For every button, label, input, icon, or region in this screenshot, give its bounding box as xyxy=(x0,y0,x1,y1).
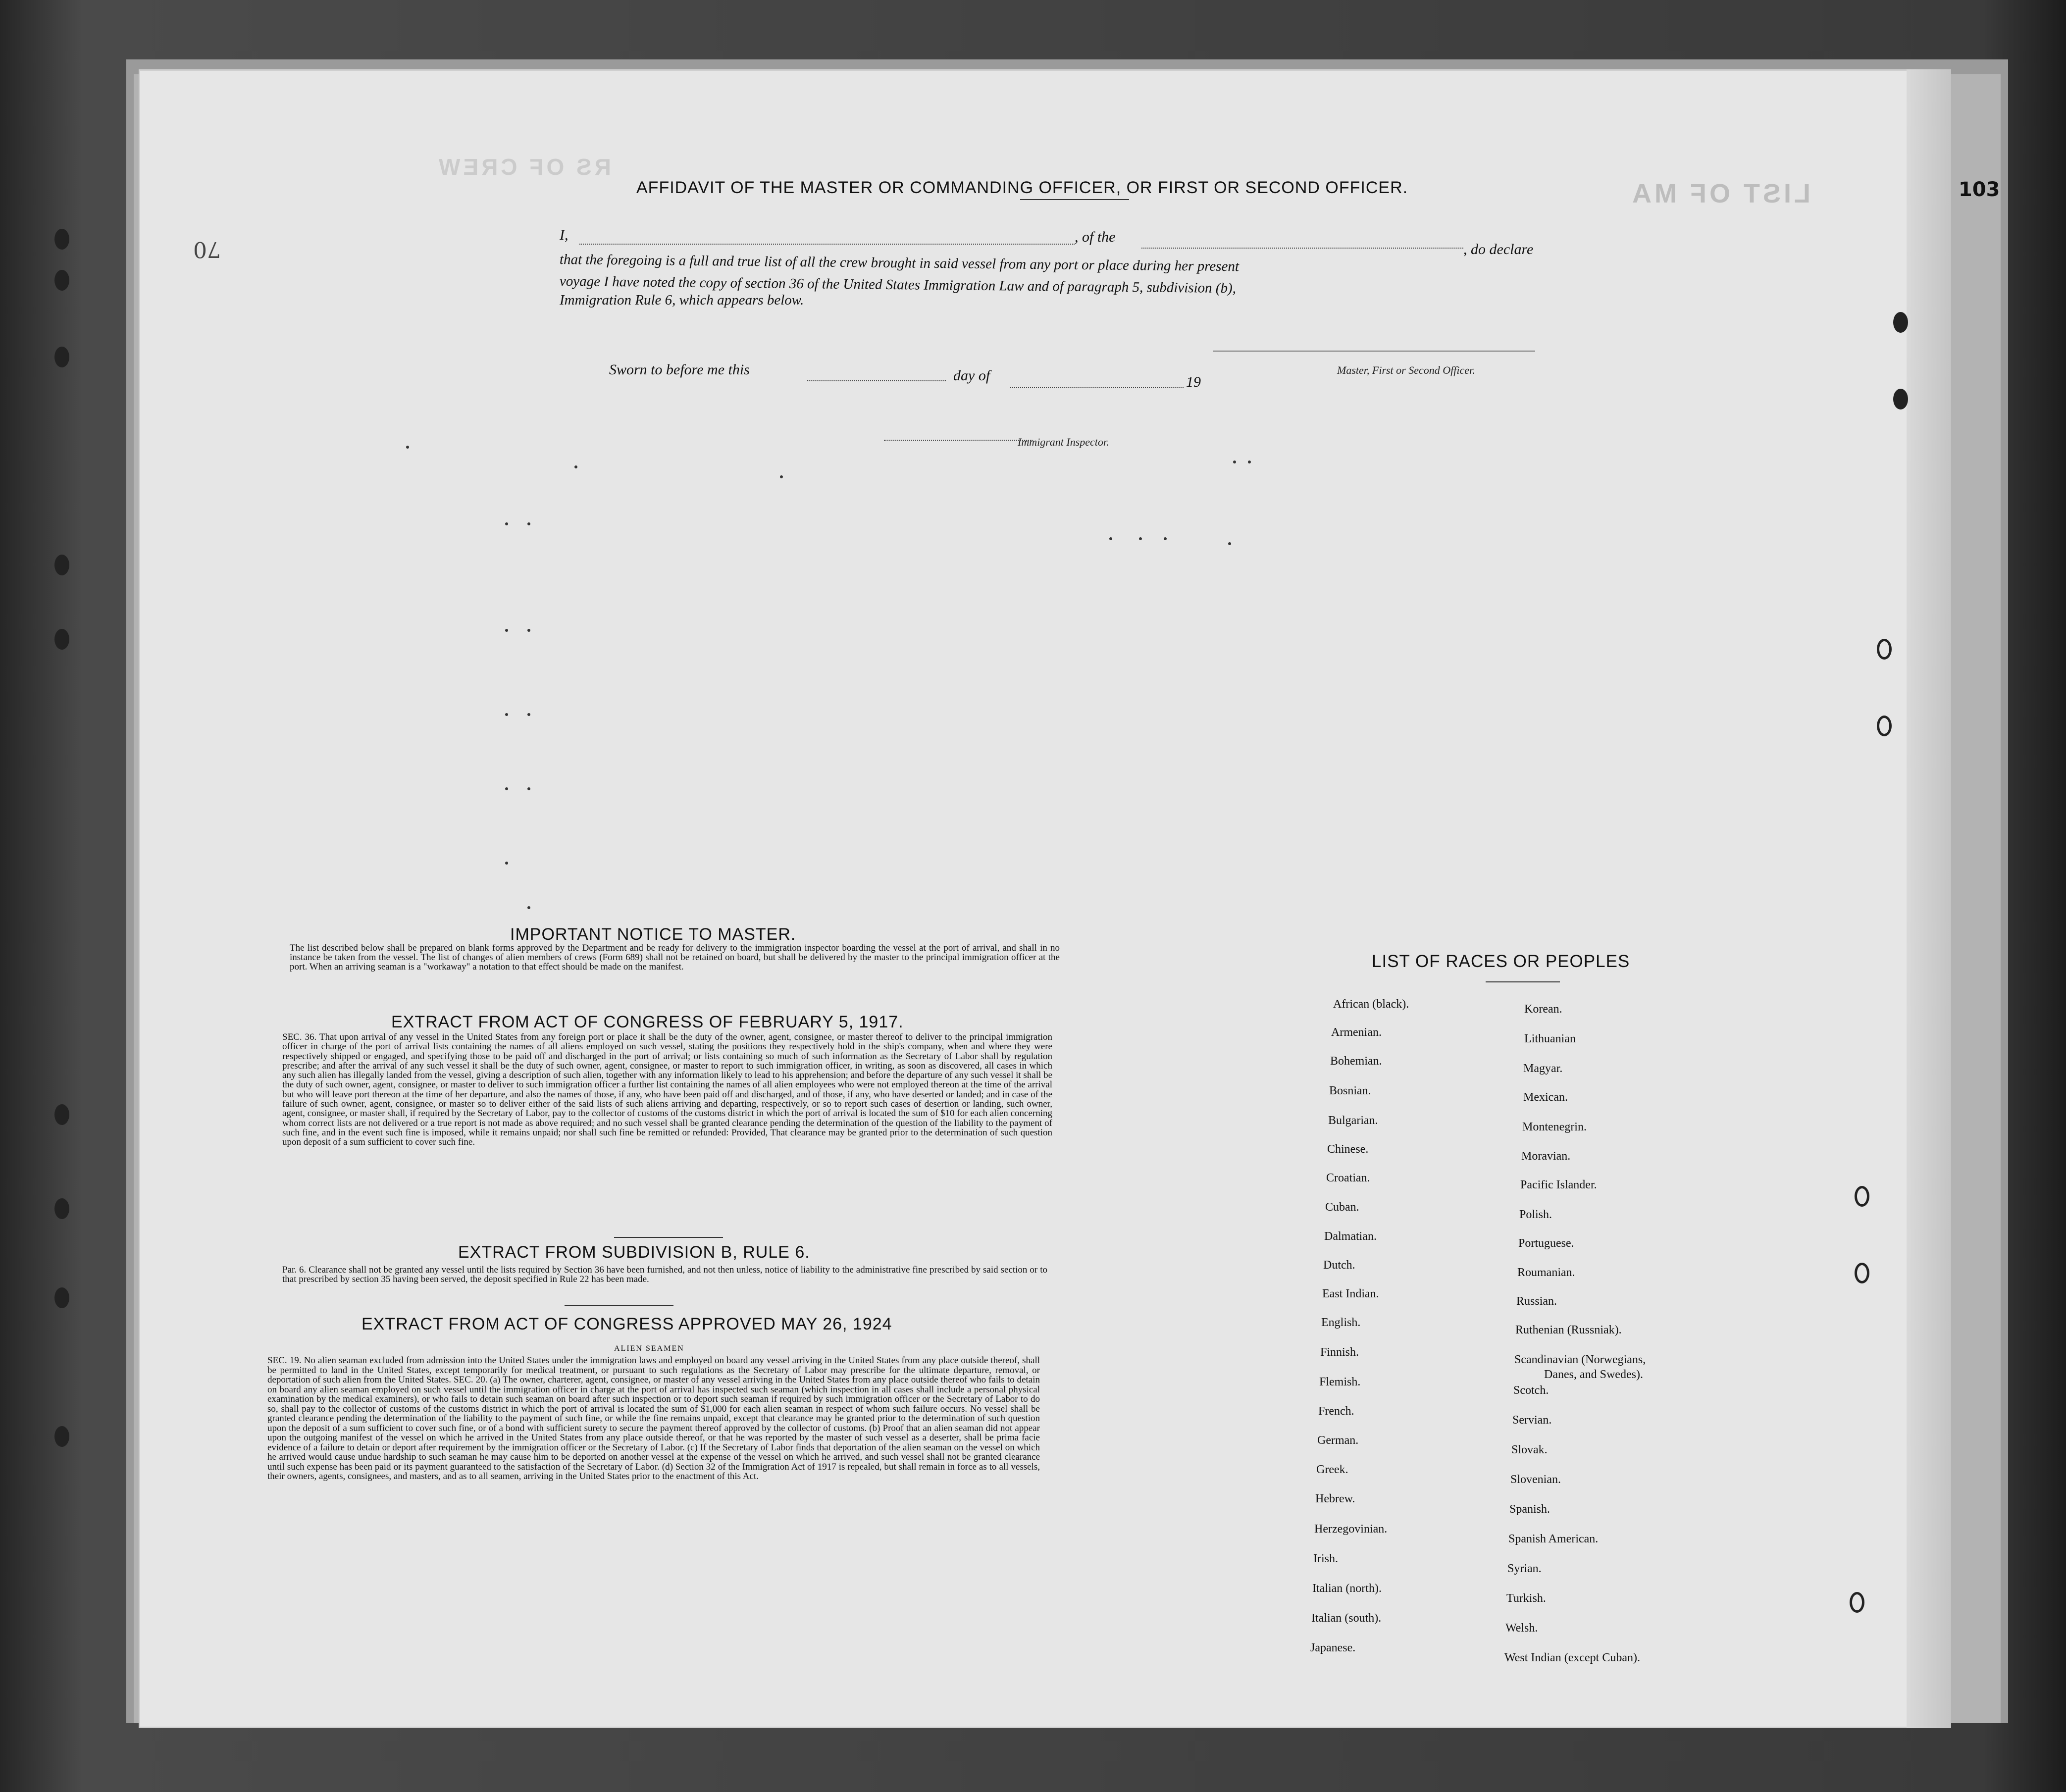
race-item: Polish. xyxy=(1519,1208,1552,1221)
race-item: English. xyxy=(1321,1316,1361,1329)
race-item: Magyar. xyxy=(1523,1062,1563,1075)
binder-hole xyxy=(1893,389,1908,410)
binder-hole xyxy=(54,629,69,650)
dot-mark xyxy=(406,446,409,449)
master-label: Master, First or Second Officer. xyxy=(1337,364,1475,376)
bleed-through-header: LIST OF MA xyxy=(1629,179,1810,208)
race-item: East Indian. xyxy=(1322,1287,1379,1300)
race-item: Welsh. xyxy=(1505,1622,1538,1635)
race-item: Montenegrin. xyxy=(1522,1121,1587,1133)
race-item: African (black). xyxy=(1333,998,1409,1011)
race-item: Italian (north). xyxy=(1312,1582,1382,1595)
sworn-month-line xyxy=(1010,387,1184,388)
page-number: 103 xyxy=(1959,178,2000,201)
margin-mark: 70 xyxy=(193,237,221,262)
master-signature-line xyxy=(1213,351,1535,352)
race-item: Russian. xyxy=(1516,1295,1557,1308)
dot-mark xyxy=(527,713,530,716)
dot-mark xyxy=(527,787,530,790)
extract-1917-text: SEC. 36. That upon arrival of any vessel in the United States from any foreign port or place it shall be the duty of the owner, agent, consignee, or master thereof to deliver to the principal immigration officer in charge of the port of arrival lists containing the names of all aliens employed on such vessel, stating the positions they respectively hold in the ship's company, when and where they were respectively shipped or engaged, and specifying those to be paid off and discharged in the port of arrival; or lists containing so much of such information as the Secretary of Labor shall by regulation prescribe; and after the arrival of any such vessel it shall be the duty of such owner, agent, consignee, or master to report to such immigration officer, in writing, as soon as discovered, all cases in which any such alien has illegally landed from the vessel, giving a description of such alien, together with any information likely to lead to his apprehension; and before the departure of any such vessel it shall be the duty of such owner, agent, consignee, or master to deliver to such immigration officer a further list containing the names of all alien employees who were not employed thereon at the time of the arrival but who will leave port thereon at the time of her departure, and also the names of those, if any, who have been paid off and discharged, and of those, if any, who have deserted or landed; and in case of the failure of such owner, agent, consignee, or master so to deliver either of the said lists of such aliens arriving and departing, respectively, or so to report such cases of desertion or landing, such owner, agent, consignee, or master shall, if required by the Secretary of Labor, pay to the collector of customs of the customs district in which the port of arrival is located the sum of $10 for each alien concerning whom correct lists are not delivered or a true report is not made as above required; and no such vessel shall be granted clearance pending the determination of the question of the liability to the payment of such fine, and in the event such fine is imposed, while it remains unpaid; nor shall such fine be remitted or refunded: Provided, That clearance may be granted prior to the determination of such question upon deposit of a sum sufficient to cover such fine. xyxy=(282,1032,1052,1148)
race-item: Finnish. xyxy=(1320,1346,1359,1359)
race-item: Servian. xyxy=(1512,1414,1552,1427)
binder-hole xyxy=(1877,639,1892,660)
inspector-signature-line xyxy=(884,440,1033,441)
section-rule xyxy=(565,1305,673,1306)
affidavit-line-4: Immigration Rule 6, which appears below. xyxy=(560,292,804,308)
sworn-day-of: day of xyxy=(953,367,990,384)
affidavit-declare: , do declare xyxy=(1463,241,1534,257)
extract-1924-title: EXTRACT FROM ACT OF CONGRESS APPROVED MAY 26, 1924 xyxy=(362,1315,892,1333)
race-item: West Indian (except Cuban). xyxy=(1504,1651,1640,1664)
dot-mark xyxy=(505,862,508,865)
sworn-year: 19 xyxy=(1186,374,1201,390)
extract-1917-title: EXTRACT FROM ACT OF CONGRESS OF FEBRUARY 5, 1917. xyxy=(391,1013,904,1031)
races-rule xyxy=(1486,981,1560,982)
sworn-text: Sworn to before me this xyxy=(609,361,750,378)
binder-hole xyxy=(1855,1186,1869,1207)
dot-mark xyxy=(505,787,508,790)
dot-mark xyxy=(527,522,530,525)
race-item: Scandinavian (Norwegians, xyxy=(1514,1353,1646,1366)
bleed-through-title: RS OF CREW xyxy=(436,154,611,180)
name-field-line xyxy=(579,244,1075,245)
affidavit-title: AFFIDAVIT OF THE MASTER OR COMMANDING OFFICER, OR FIRST OR SECOND OFFICER. xyxy=(636,178,1408,197)
races-title: LIST OF RACES OR PEOPLES xyxy=(1372,952,1630,971)
binder-hole xyxy=(54,1104,69,1125)
binder-hole xyxy=(1877,716,1892,736)
race-item: Italian (south). xyxy=(1311,1612,1382,1625)
race-item: Pacific Islander. xyxy=(1520,1178,1597,1191)
race-item: Mexican. xyxy=(1523,1091,1568,1104)
dot-mark xyxy=(1109,537,1112,540)
dot-mark xyxy=(1139,537,1142,540)
section-rule xyxy=(614,1237,723,1238)
race-item: Slovak. xyxy=(1511,1443,1548,1456)
notice-title: IMPORTANT NOTICE TO MASTER. xyxy=(510,925,796,944)
race-item: Scotch. xyxy=(1513,1384,1549,1397)
race-item: Flemish. xyxy=(1319,1376,1361,1388)
binder-hole xyxy=(54,1426,69,1447)
extract-1924-subtitle: ALIEN SEAMEN xyxy=(614,1344,684,1353)
race-item: Bohemian. xyxy=(1330,1055,1382,1068)
affidavit-line-2: that the foregoing is a full and true list of all the crew brought in said vessel from any port or place during her present xyxy=(559,252,1240,275)
inspector-label: Immigrant Inspector. xyxy=(1018,436,1109,448)
race-item: Bosnian. xyxy=(1329,1084,1371,1097)
binder-hole xyxy=(1855,1263,1869,1283)
title-rule xyxy=(1020,199,1129,200)
race-item: Spanish. xyxy=(1509,1503,1550,1516)
dot-mark xyxy=(1248,461,1251,463)
sworn-day-line xyxy=(807,380,946,381)
race-item: Moravian. xyxy=(1521,1150,1571,1163)
dot-mark xyxy=(505,713,508,716)
race-item: Cuban. xyxy=(1325,1201,1359,1214)
binder-hole xyxy=(54,270,69,291)
race-item: Turkish. xyxy=(1506,1592,1546,1605)
dot-mark xyxy=(1164,537,1167,540)
binder-hole xyxy=(1893,312,1908,333)
affidavit-of-the: , of the xyxy=(1075,229,1116,245)
race-item: Dutch. xyxy=(1323,1259,1355,1272)
binder-hole xyxy=(54,1287,69,1308)
dot-mark xyxy=(1228,542,1231,545)
race-item: Korean. xyxy=(1524,1003,1562,1016)
race-item: Croatian. xyxy=(1326,1172,1370,1184)
race-item: Chinese. xyxy=(1327,1143,1369,1156)
race-item: Lithuanian xyxy=(1524,1032,1576,1045)
race-item: Japanese. xyxy=(1310,1641,1356,1654)
extract-rule6-text: Par. 6. Clearance shall not be granted any vessel until the lists required by Section 36 have been furnished, and not then unless, notice of liability to the administrative fine prescribed by said section or to that prescribed by section 35 having been served, the deposit specified in Rule 22 has been made. xyxy=(282,1265,1047,1284)
race-item: Roumanian. xyxy=(1517,1266,1575,1279)
affidavit-line-3: voyage I have noted the copy of section 36 of the United States Immigration Law and of paragraph 5, subdivision (b), xyxy=(559,273,1237,297)
race-item: Danes, and Swedes). xyxy=(1544,1368,1643,1381)
binder-hole xyxy=(54,1198,69,1219)
extract-rule6-title: EXTRACT FROM SUBDIVISION B, RULE 6. xyxy=(458,1243,810,1262)
extract-1924-text: SEC. 19. No alien seaman excluded from admission into the United States under the immigration laws and employed on board any vessel arriving in the United States from any place outside thereof, shall be permitted to land in the United States, except temporarily for medical treatment, or pursuant to such regulations as the Secretary of Labor may prescribe for the ultimate departure, removal, or deportation of such alien from the United States. SEC. 20. (a) The owner, charterer, agent, consignee, or master of any vessel arriving in the United States from any place outside thereof who fails to detain on board any alien seaman employed on such vessel until the immigration officer in charge at the port of arrival has inspected such seaman (which inspection in all cases shall include a personal physical examination by the medical examiners), or who fails to detain such seaman on board after such inspection or to deport such seaman if required by such immigration officer or the Secretary of Labor to do so, shall pay to the collector of customs of the customs district in which the port of arrival is located the sum of $1,000 for each alien seaman in respect of whom such failure occurs. No vessel shall be granted clearance pending the determination of the liability to the payment of such fine, or while the fine remains unpaid, except that clearance may be granted prior to the determination of such question upon the deposit of a sum sufficient to cover such fine, or of a bond with sufficient surety to secure the payment thereof approved by the collector of customs. (b) Proof that an alien seaman did not appear upon the outgoing manifest of the vessel on which he arrived in the United States from any place outside thereof, or that he was reported by the master of such vessel as a deserter, shall be prima facie evidence of a failure to detain or deport after requirement by the immigration officer or the Secretary of Labor. (c) If the Secretary of Labor finds that deportation of the alien seaman on the vessel on which he arrived would cause undue hardship to such seaman he may cause him to be deported on another vessel at the expense of the vessel on which he arrived, and such vessel shall not be granted clearance until such expense has been paid or its payment guaranteed to the satisfaction of the Secretary of Labor. (d) Section 32 of the Immigration Act of 1917 is repealed, but shall remain in force as to all vessels, their owners, agents, consignees, and masters, and as to all seamen, arriving in the United States prior to the enactment of this Act. xyxy=(267,1355,1040,1482)
notice-text: The list described below shall be prepared on blank forms approved by the Department and be ready for delivery to the immigration inspector boarding the vessel at the port of arrival, and shall in no instance be taken from the vessel. The list of changes of alien members of crews (Form 689) shall not be retained on board, but shall be delivered by the master to the principal immigration officer at the port. When an arriving seaman is a "workaway" a notation to that effect should be made on the manifest. xyxy=(290,943,1060,972)
dot-mark xyxy=(505,522,508,525)
race-item: Greek. xyxy=(1316,1463,1348,1476)
race-item: Ruthenian (Russniak). xyxy=(1515,1324,1622,1336)
sheet-edge xyxy=(1907,69,1951,1728)
binder-hole xyxy=(54,555,69,575)
dot-mark xyxy=(505,629,508,632)
race-item: Spanish American. xyxy=(1508,1533,1599,1545)
dot-mark xyxy=(527,629,530,632)
binder-hole xyxy=(54,347,69,367)
dot-mark xyxy=(574,465,577,468)
dot-mark xyxy=(780,475,783,478)
race-item: German. xyxy=(1317,1434,1359,1447)
race-item: Herzegovinian. xyxy=(1314,1523,1388,1536)
binder-hole xyxy=(54,229,69,250)
race-item: Armenian. xyxy=(1331,1026,1382,1039)
race-item: Hebrew. xyxy=(1315,1492,1355,1505)
race-item: Portuguese. xyxy=(1518,1237,1574,1250)
race-item: Syrian. xyxy=(1507,1562,1542,1575)
dot-mark xyxy=(527,906,530,909)
dot-mark xyxy=(1233,461,1236,463)
race-item: Dalmatian. xyxy=(1324,1230,1377,1243)
affidavit-i: I, xyxy=(560,227,568,243)
binder-hole xyxy=(1850,1592,1864,1613)
race-item: Bulgarian. xyxy=(1328,1114,1378,1127)
race-item: Irish. xyxy=(1313,1552,1338,1565)
race-item: Slovenian. xyxy=(1510,1473,1561,1486)
race-item: French. xyxy=(1318,1405,1354,1418)
vessel-field-line xyxy=(1141,248,1463,249)
